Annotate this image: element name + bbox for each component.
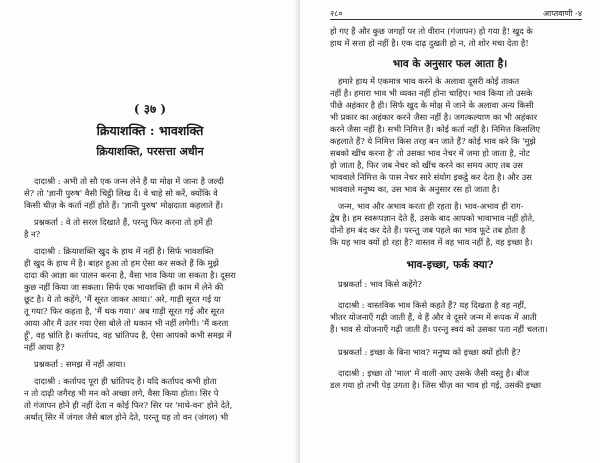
text-line: भाववाले मनुष्य का, उस भाव के अनुसार रस हो जाता है। (330, 184, 500, 194)
running-head: आप्तवाणी -४ (543, 9, 582, 18)
text-line: द्वेष है। हम स्वरूपज्ञान देते हैं, उसके बाद आपको भावाभाव नहीं होते, (330, 213, 535, 223)
text-line: दादाश्री : क्रियाशक्ति खुद के हाथ में नहीं है। सिर्फ भावशक्ति (34, 246, 214, 256)
text-line: हमारे हाथ में एकमात्र भाव करने के अलावा दूसरी कोई ताकत (338, 76, 520, 86)
text-line: हाथ में सत्ता हो नहीं है। एक दाढ़ दुखती हो न, तो शोर मचा देता है! (330, 38, 529, 48)
text-line: दादाश्री : वास्तविक भाव किसे कहते हैं? यह दिखता है वह नहीं, (338, 300, 527, 310)
text-line: किसी चीज़ के कर्ता नहीं होते हैं। 'ज्ञानी पुरुष' मोक्षदाता कहलाते हैं। (24, 200, 224, 210)
text-line: डल गया हो तभी पेड़ उगता है। जिस चीज़ का भाव हो गई, उसकी इच्छा (330, 380, 541, 390)
chapter-title: क्रियाशक्ति : भावशक्ति (96, 123, 204, 138)
header-rule (330, 19, 582, 20)
page-number: २८० (330, 9, 343, 18)
text-line: प्रश्नकर्ता : समझ में नहीं आया। (34, 359, 126, 369)
text-line: दादाश्री : अभी तो सौ एक जन्म लेने हैं या मोक्ष में जाना है जल्दी (34, 176, 224, 186)
text-line: प्रश्नकर्ता : इच्छा के बिना भाव? मनुष्य को इच्छा क्यों होती है? (338, 347, 521, 357)
text-line: दादाश्री : कर्तापद पूरा ही भ्रांतिपद है। यदि कर्तापद कभी होता (34, 376, 217, 386)
text-line: भाववाले निमित्त के पास नेचर सारे संयोग इकट्ठे कर देता है। और उस (330, 172, 532, 182)
text-line: कि यह भाव क्यों हो रहा है? वास्तव में वह भाव नहीं है, वह इच्छा है। (330, 237, 533, 247)
text-line: पीछे अहंकार है ही। सिर्फ खुद के मोक्ष में जाने के अलावा अन्य किसी (330, 100, 534, 110)
text-line: छूट है। ये तो कहेंगे, 'मैं सूरत जाकर आया।' अरे, गाड़ी सूरत गई या (24, 294, 221, 304)
text-line: करने जैसा नहीं है। सभी निमित्त हैं। कोई कर्ता नहीं है। निमित्त किसलिए (330, 124, 541, 134)
text-line: प्रश्नकर्ता : वे तो सरल दिखाते हैं, परन्तु फिर करना तो हमें ही (34, 217, 213, 227)
text-line: दोनों हम बंद कर देते हैं। परन्तु जब पहले का भाव फूटे तब होता है (330, 225, 526, 235)
text-line: ही खुद के हाथ में है। बाहर हुआ तो हम ऐसा कर सकते हैं कि मुझे (24, 258, 219, 268)
text-line: दादा की आज्ञा का पालन करना है, वैसा भाव किया जा सकता है। दूसरा (24, 270, 236, 280)
text-line: प्रश्नकर्ता : भाव किसे कहेंगे? (338, 279, 422, 289)
text-line: है न? (24, 229, 41, 239)
text-line: अर्थात् सिर में जंगल जैसे बाल होने देते, परन्तु यह तो वन (जंगल) भी (24, 412, 229, 422)
text-line: हैं। भाव से योजनाएँ गढ़ी जाती हैं। परन्तु स्वयं को उसका पता नहीं चलता। (330, 324, 548, 334)
text-line: हो गए हैं और कुछ जगहों पर तो वीरान (गंजापन) हो गया है! खुद के (330, 26, 533, 36)
text-line: आया और मैं उतर गया ऐसा बोले तो थकान भी नहीं लगेगी। 'मैं करता (24, 318, 229, 328)
text-line: नहीं आया है? (24, 342, 65, 352)
text-line: सबको खींच करना है' तो उसका भाव नेचर में जमा हो जाता है, नोट (330, 148, 530, 158)
text-line: से? तो 'ज्ञानी पुरुष' वैसी चिट्ठी लिख दें। वे चाहे सो करें, क्योंकि वे (24, 188, 218, 198)
text-line: हूँ', वह भ्रांति है। कर्तापद, वह भ्रांतिपद है, ऐसा आपको कभी समझ में (24, 330, 232, 340)
text-line: हो जाता है, फिर जब नेचर को खींच करने का समय आए तब उस (330, 160, 523, 170)
text-line: भीतर योजनाएँ गढ़ी जाती हैं, वे हैं और वे दूसरे जन्म में रूपक में आती (330, 312, 537, 322)
text-line: दादाश्री : इच्छा तो 'माल' में वाली आए उसके जैसी वस्तु है। बीज (338, 368, 530, 378)
text-line: कुछ नहीं किया जा सकता। सिर्फ एक भावशक्ति ही काम में लेने की (24, 282, 224, 292)
text-line: तू गया? फिर कहता है, 'मैं थक गया।' अब गाड़ी सूरत गई और सूरत (24, 306, 225, 316)
text-line: कहलाते हैं? ये निमित्त किस तरह बन जाते हैं? कोई भाव करे कि 'मुझे (330, 136, 536, 146)
text-line: तो गंजापन होने ही नहीं देता न कोई फिर? सिर पर 'माथे-वन' होने देते, (24, 400, 233, 410)
text-line: नहीं है। हमारा भाव भी व्यक्त नहीं होना चाहिए। भाव किया तो उसके (330, 88, 533, 98)
section-heading: भाव-इच्छा, फर्क क्या? (406, 259, 494, 271)
text-line: भी प्रकार का अहंकार करने जैसा नहीं है। जगत्कल्याण का भी अहंकार (330, 112, 538, 122)
text-line: जन्म, भाव और अभाव करता ही रहता है। भाव-अभाव ही राग- (338, 201, 524, 211)
chapter-number: ( ३७ ) (133, 102, 167, 116)
section-heading: भाव के अनुसार फल आता है। (392, 58, 508, 70)
text-line: न तो दाढ़ी जगैरह भी मन को अच्छा लगे, वैसा किया होता। सिर पे (24, 388, 219, 398)
section-title: क्रियाशक्ति, परसत्ता अधीन (96, 145, 204, 158)
